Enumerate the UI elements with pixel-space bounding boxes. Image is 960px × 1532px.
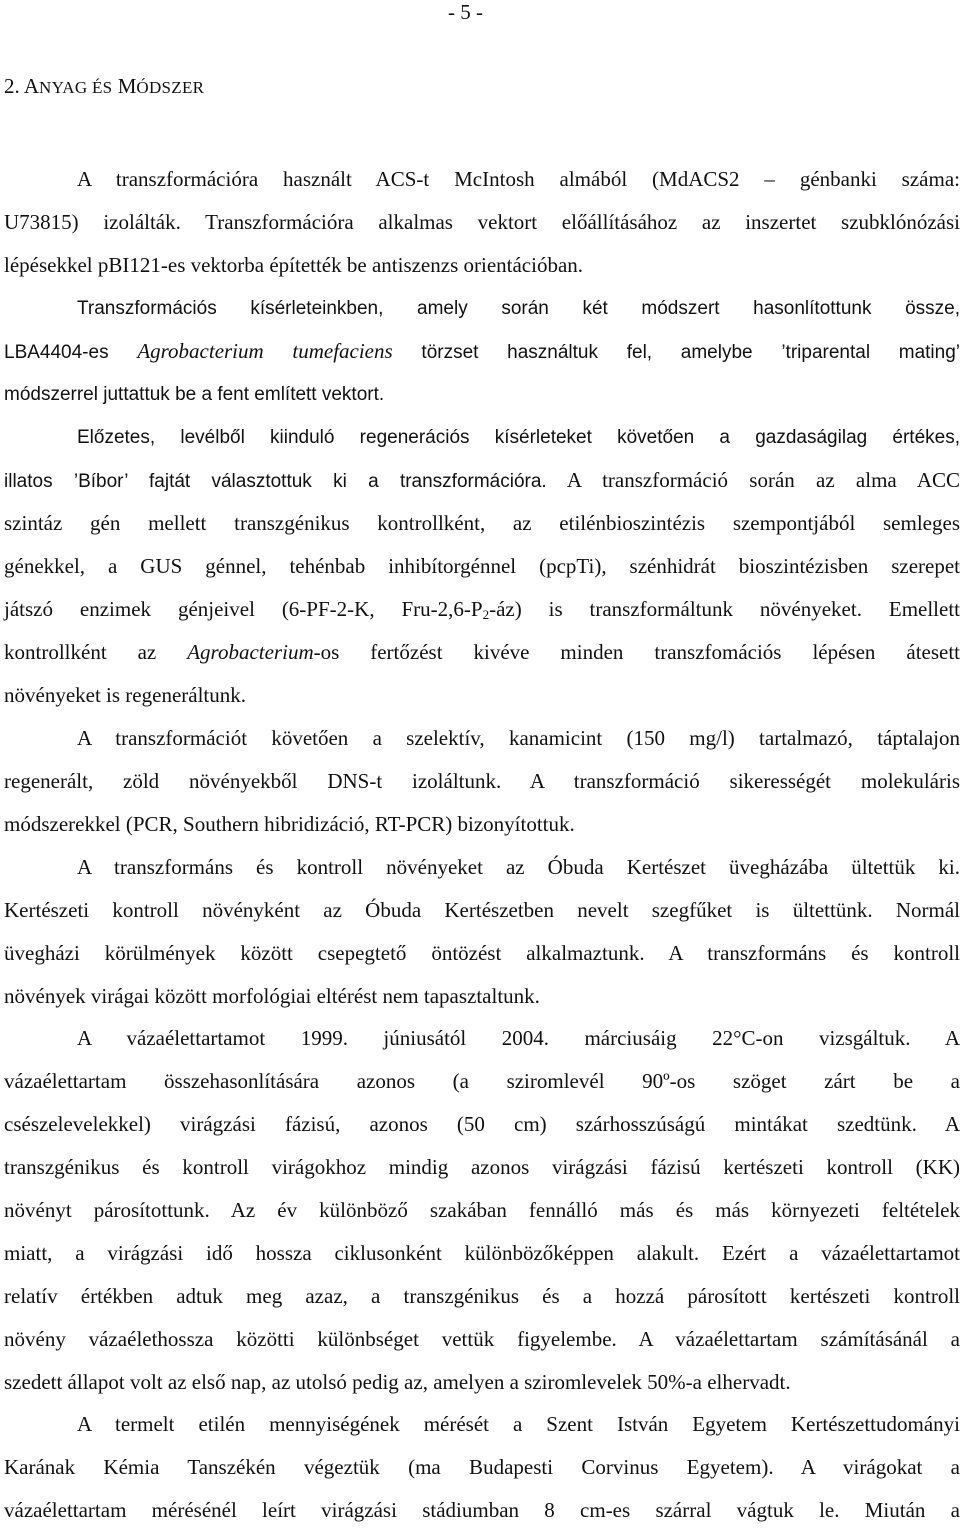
heading-number: 2. [4,74,20,98]
text-span: -os fertőzést kivéve minden transzfomációs lépésen átesett [313,640,960,664]
text-line: növény vázaélethossza közötti különbséget vettük figyelembe. A vázaélettartam számításánál a [4,1327,960,1351]
page-number: - 5 - [448,0,483,24]
text-span: LBA4404-es [4,342,109,363]
text-span: illatos ’Bíbor’ fajtát választottuk ki a transzformációra. [4,471,547,492]
text-line: vázaélettartam összehasonlítására azonos (a sziromlevél 90º-os szöget zárt be a [4,1069,960,1093]
text-line: Előzetes, levélből kiinduló regenerációs kísérleteket követően a gazdaságilag értékes, [77,427,960,448]
text-span: A transzformáció során az alma ACC [566,468,960,492]
text-span: törzset használtuk fel, amelybe ’triparental mating’ [421,342,960,363]
text-line: Kertészeti kontroll növényként az Óbuda Kertészetben nevelt szegfűket is ültettünk. Normál [4,898,960,922]
section-heading [4,72,204,102]
text-line: Transzformációs kísérleteinkben, amely során két módszert hasonlítottunk össze, [77,298,960,319]
paragraph-7 [4,1403,960,1532]
paragraph-6 [4,1017,960,1404]
paragraph-3 [4,416,960,717]
text-span: játszó enzimek génjeivel (6-PF-2-K, Fru-2,6-P [4,597,483,621]
text-line: csészelevelekkel) virágzási fázisú, azonos (50 cm) szárhosszúságú mintákat szedtünk. A [4,1112,960,1136]
text-span: kontrollként az [4,640,157,664]
text-line: regenerált, zöld növényekből DNS-t izoláltunk. A transzformáció sikerességét molekuláris [4,769,960,793]
heading-rest-1: NYAG ÉS [39,78,113,97]
text-line [4,330,960,373]
heading-initial-2: M [117,74,137,98]
text-line: módszerrel juttattuk be a fent említett vektort. [4,384,385,405]
paragraph-4 [4,717,960,846]
text-line: szintáz gén mellett transzgénikus kontrollként, az etilénbioszintézis szempontjából semleges [4,511,960,535]
subscript: 2 [482,607,490,622]
text-line: üvegházi körülmények között csepegtető öntözést alkalmaztunk. A transzformáns és kontroll [4,941,960,965]
heading-rest-2: ÓDSZER [136,78,205,97]
text-span: -áz) is transzformáltunk növényeket. Emellett [489,597,960,621]
text-line: A transzformációt követően a szelektív, kanamicint (150 mg/l) tartalmazó, táptalajon [77,726,960,750]
text-line: transzgénikus és kontroll virágokhoz mindig azonos virágzási fázisú kertészeti kontroll (KK) [4,1155,960,1179]
paragraph-5 [4,846,960,1018]
text-line: módszerekkel (PCR, Southern hibridizáció, RT-PCR) bizonyítottuk. [4,812,575,836]
text-line: A vázaélettartamot 1999. júniusától 2004. márciusáig 22°C-on vizsgáltuk. A [77,1026,960,1050]
paragraph-1 [4,158,960,287]
text-line [4,631,960,674]
heading-initial-1: A [23,74,40,98]
text-line: A transzformációra használt ACS-t McIntosh almából (MdACS2 – génbanki száma: [77,167,960,191]
text-line: A termelt etilén mennyiségének mérését a Szent István Egyetem Kertészettudományi [77,1412,960,1436]
text-line: szedett állapot volt az első nap, az utolsó pedig az, amelyen a sziromlevelek 50%-a elhervadt. [4,1370,791,1394]
text-line: miatt, a virágzási idő hossza ciklusonként különbözőképpen alakult. Ezért a vázaélettartamot [4,1241,960,1265]
paragraph-2 [4,287,960,416]
genus-name: Agrobacterium [187,640,314,664]
text-line: relatív értékben adtuk meg azaz, a transzgénikus és a hozzá párosított kertészeti kontroll [4,1284,960,1308]
text-line: génekkel, a GUS génnel, tehénbab inhibítorgénnel (pcpTi), szénhidrát bioszintézisben szerepet [4,554,960,578]
text-line: A transzformáns és kontroll növényeket az Óbuda Kertészet üvegházába ültettük ki. [77,855,960,879]
text-line: U73815) izolálták. Transzformációra alkalmas vektort előállításához az inszertet szubklónózási [4,210,960,234]
text-line: növényt párosítottunk. Az év különböző szakában fennálló más és más környezeti feltételek [4,1198,960,1222]
text-line: Karának Kémia Tanszékén végeztük (ma Budapesti Corvinus Egyetem). A virágokat a [4,1455,960,1479]
text-line: lépésekkel pBI121-es vektorba építették be antiszenzs orientációban. [4,253,584,277]
species-name: Agrobacterium tumefaciens [137,339,393,363]
text-line: növények virágai között morfológiai eltérést nem tapasztaltunk. [4,984,540,1008]
text-line [4,588,960,631]
text-line [4,459,960,502]
text-line: vázaélettartam mérésénél leírt virágzási stádiumban 8 cm-es szárral vágtuk le. Miután a [4,1498,960,1522]
text-line: növényeket is regeneráltunk. [4,683,246,707]
